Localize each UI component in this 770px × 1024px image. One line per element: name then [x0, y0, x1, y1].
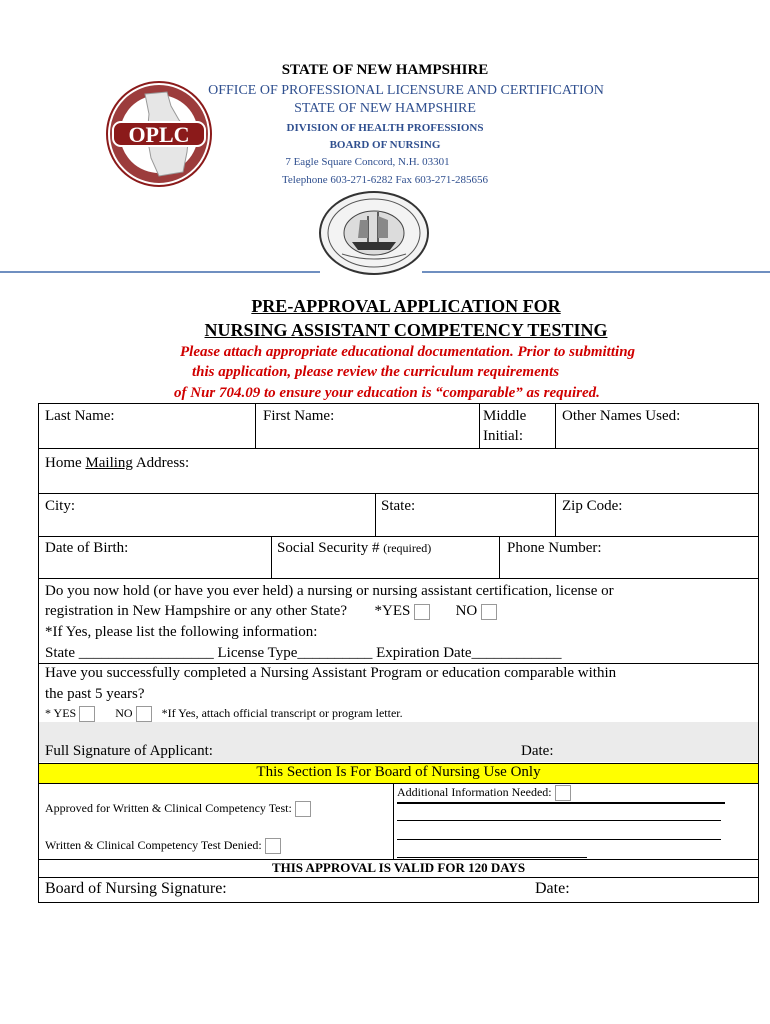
board-signature-field[interactable]: Board of Nursing Signature:	[45, 880, 227, 897]
last-name-field[interactable]: Last Name:	[45, 408, 115, 424]
header-state-secondary: STATE OF NEW HAMPSHIRE	[294, 101, 476, 116]
home-prefix: Home	[45, 455, 86, 471]
divider	[555, 493, 556, 536]
divider	[39, 448, 758, 449]
header-rule-left	[0, 271, 320, 273]
social-security-field[interactable]	[277, 540, 431, 557]
additional-info-checkbox[interactable]	[555, 785, 571, 801]
additional-info-line-3[interactable]	[397, 839, 721, 840]
approved-row	[45, 801, 311, 817]
first-name-field[interactable]: First Name:	[263, 408, 335, 424]
q1-yes-checkbox[interactable]	[414, 604, 430, 620]
q2-no-label: NO	[115, 706, 133, 720]
phone-number-field[interactable]: Phone Number:	[507, 540, 602, 556]
approved-checkbox[interactable]	[295, 801, 311, 817]
note-line2: this application, please review the curriculum requirements	[192, 364, 560, 380]
applicant-signature-field[interactable]: Full Signature of Applicant:	[45, 743, 213, 759]
document-title-line1: PRE-APPROVAL APPLICATION FOR	[251, 296, 561, 316]
divider	[39, 663, 758, 664]
office-use-title: This Section Is For Board of Nursing Use Only	[256, 764, 541, 780]
divider	[39, 783, 758, 784]
header-board: BOARD OF NURSING	[329, 139, 441, 151]
additional-info-label: Additional Information Needed:	[397, 785, 552, 799]
q2-note: *If Yes, attach official transcript or program letter.	[161, 706, 403, 720]
mailing-word: Mailing	[85, 455, 133, 471]
divider	[39, 536, 758, 537]
divider	[375, 493, 376, 536]
approval-validity: THIS APPROVAL IS VALID FOR 120 DAYS	[271, 860, 526, 875]
q2-yes-checkbox[interactable]	[79, 706, 95, 722]
ssn-required-note: (required)	[383, 541, 432, 555]
state-field[interactable]: State:	[381, 498, 416, 514]
middle-initial-label[interactable]: Initial:	[483, 428, 523, 444]
divider	[39, 493, 758, 494]
zip-code-field[interactable]: Zip Code:	[562, 498, 623, 514]
address-suffix: Address:	[132, 455, 190, 471]
application-form	[38, 403, 759, 903]
q1-question: registration in New Hampshire or any other State?	[45, 603, 347, 619]
denied-checkbox[interactable]	[265, 838, 281, 854]
q1-line2	[45, 603, 497, 620]
city-field[interactable]: City:	[45, 498, 76, 514]
oplc-logo-text: OPLC	[128, 122, 190, 147]
q2-no-checkbox[interactable]	[136, 706, 152, 722]
date-of-birth-field[interactable]: Date of Birth:	[45, 540, 129, 556]
header-address: 7 Eagle Square Concord, N.H. 03301	[285, 156, 450, 168]
additional-info-line-2[interactable]	[397, 820, 721, 821]
oplc-logo-icon	[105, 80, 213, 188]
q2-line2: the past 5 years?	[45, 686, 145, 702]
denied-label: Written & Clinical Competency Test Denied:	[45, 838, 262, 852]
q2-answer-row	[45, 706, 403, 722]
divider	[39, 877, 758, 878]
additional-info-row	[397, 785, 571, 801]
header-rule-right	[422, 271, 770, 273]
note-line1: Please attach appropriate educational documentation. Prior to submitting	[180, 344, 636, 360]
q2-yes-label: * YES	[45, 706, 77, 720]
document-title-line2: NURSING ASSISTANT COMPETENCY TESTING	[204, 320, 608, 340]
denied-row	[45, 838, 281, 854]
header-state: STATE OF NEW HAMPSHIRE	[281, 62, 489, 78]
q1-line1: Do you now hold (or have you ever held) a nursing or nursing assistant certification, license or	[45, 583, 614, 599]
ssn-label: Social Security #	[277, 540, 384, 556]
home-mailing-address-field[interactable]	[45, 455, 189, 472]
state-seal-icon	[318, 190, 430, 276]
q1-no-label: NO	[455, 603, 478, 619]
header-office: OFFICE OF PROFESSIONAL LICENSURE AND CERTIFICATION	[208, 83, 604, 98]
note-line3: of Nur 704.09 to ensure your education is “comparable” as required.	[174, 385, 600, 401]
additional-info-line-1[interactable]	[397, 802, 725, 804]
divider	[271, 536, 272, 578]
other-names-field[interactable]: Other Names Used:	[562, 408, 681, 424]
q1-if-yes: *If Yes, please list the following information:	[45, 624, 318, 640]
middle-label[interactable]: Middle	[483, 408, 527, 424]
header-division: DIVISION OF HEALTH PROFESSIONS	[286, 122, 484, 134]
divider	[255, 404, 256, 448]
approved-label: Approved for Written & Clinical Competency Test:	[45, 801, 292, 815]
q2-line1: Have you successfully completed a Nursing Assistant Program or education comparable within	[45, 665, 617, 681]
divider	[555, 404, 556, 448]
divider	[393, 783, 394, 859]
q1-no-checkbox[interactable]	[481, 604, 497, 620]
q1-license-details[interactable]: State __________________ License Type__________ Expiration Date____________	[45, 645, 562, 661]
applicant-date-field[interactable]: Date:	[521, 743, 554, 759]
additional-info-line-4[interactable]	[397, 857, 587, 858]
q1-yes-label: *YES	[374, 603, 411, 619]
divider	[479, 404, 480, 448]
divider	[39, 578, 758, 579]
board-date-field[interactable]: Date:	[535, 880, 570, 897]
divider	[499, 536, 500, 578]
header-phone: Telephone 603-271-6282 Fax 603-271-285656	[281, 174, 489, 186]
